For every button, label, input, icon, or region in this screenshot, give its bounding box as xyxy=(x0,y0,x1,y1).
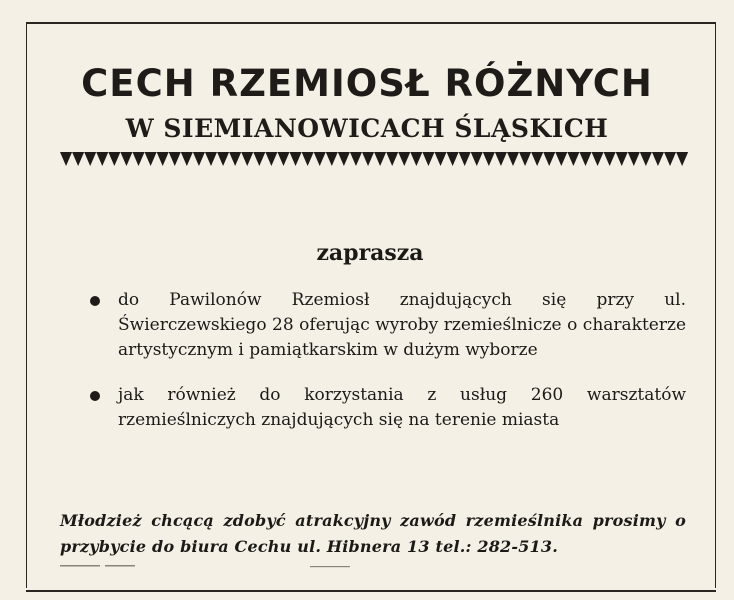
zigzag-triangle xyxy=(290,152,302,166)
zigzag-triangle xyxy=(241,152,253,166)
page-subtitle: W SIEMIANOWICACH ŚLĄSKICH xyxy=(125,114,609,143)
list-item xyxy=(88,383,686,433)
zigzag-triangle xyxy=(277,152,289,166)
bullet-list xyxy=(88,288,686,433)
zigzag-triangle xyxy=(495,152,507,166)
zigzag-triangle xyxy=(350,152,362,166)
zigzag-triangle xyxy=(519,152,531,166)
zigzag-triangle xyxy=(181,152,193,166)
zigzag-triangle xyxy=(652,152,664,166)
zigzag-triangle xyxy=(72,152,84,166)
zigzag-triangle xyxy=(483,152,495,166)
zigzag-triangle xyxy=(145,152,157,166)
zigzag-triangle xyxy=(422,152,434,166)
zigzag-triangle xyxy=(640,152,652,166)
zigzag-triangle xyxy=(60,152,72,166)
zigzag-triangle xyxy=(616,152,628,166)
zigzag-triangle xyxy=(471,152,483,166)
zigzag-triangle xyxy=(338,152,350,166)
list-item xyxy=(88,288,686,363)
zigzag-triangle xyxy=(326,152,338,166)
zigzag-triangle xyxy=(120,152,132,166)
zigzag-triangle xyxy=(604,152,616,166)
bullet-icon xyxy=(90,296,100,306)
zigzag-triangle xyxy=(434,152,446,166)
zigzag-triangle xyxy=(193,152,205,166)
zigzag-triangle xyxy=(398,152,410,166)
zigzag-triangle xyxy=(531,152,543,166)
zigzag-triangle xyxy=(592,152,604,166)
zigzag-triangle xyxy=(579,152,591,166)
zigzag-triangle xyxy=(265,152,277,166)
invite-heading: zaprasza xyxy=(316,240,424,266)
zigzag-triangle xyxy=(543,152,555,166)
zigzag-triangle xyxy=(132,152,144,166)
footer-note: Młodzież chcącą zdobyć atrakcyjny zawód rzemieślnika prosimy o przybycie do biura Cechu ul. Hibnera 13 tel.: 282-513. xyxy=(60,511,686,556)
bottom-rule xyxy=(26,590,716,592)
bullet-text: do Pawilonów Rzemiosł znajdujących się przy ul. Świerczewskiego 28 oferując wyroby rzemieślnicze o charakterze artystycznym i pamiątkarskim w dużym wyborze xyxy=(118,290,686,360)
zigzag-triangle xyxy=(676,152,688,166)
print-specks xyxy=(60,562,380,570)
zigzag-triangle xyxy=(84,152,96,166)
zigzag-divider xyxy=(60,152,688,168)
zigzag-triangle xyxy=(314,152,326,166)
zigzag-triangle xyxy=(96,152,108,166)
zigzag-triangle xyxy=(447,152,459,166)
zigzag-triangle xyxy=(664,152,676,166)
zigzag-triangle xyxy=(108,152,120,166)
zigzag-triangle xyxy=(205,152,217,166)
zigzag-triangle xyxy=(253,152,265,166)
zigzag-triangle xyxy=(362,152,374,166)
zigzag-triangle xyxy=(410,152,422,166)
zigzag-triangle xyxy=(555,152,567,166)
zigzag-triangle xyxy=(386,152,398,166)
zigzag-triangle xyxy=(217,152,229,166)
zigzag-triangle xyxy=(302,152,314,166)
bullet-text: jak również do korzystania z usług 260 warsztatów rzemieślniczych znajdujących się na terenie miasta xyxy=(118,385,686,430)
zigzag-triangle xyxy=(229,152,241,166)
zigzag-triangle xyxy=(567,152,579,166)
zigzag-triangle xyxy=(169,152,181,166)
zigzag-triangle xyxy=(157,152,169,166)
zigzag-triangle xyxy=(628,152,640,166)
zigzag-triangle xyxy=(507,152,519,166)
bullet-icon xyxy=(90,391,100,401)
page-title: CECH RZEMIOSŁ RÓŻNYCH xyxy=(81,62,653,105)
zigzag-triangle xyxy=(459,152,471,166)
zigzag-triangle xyxy=(374,152,386,166)
